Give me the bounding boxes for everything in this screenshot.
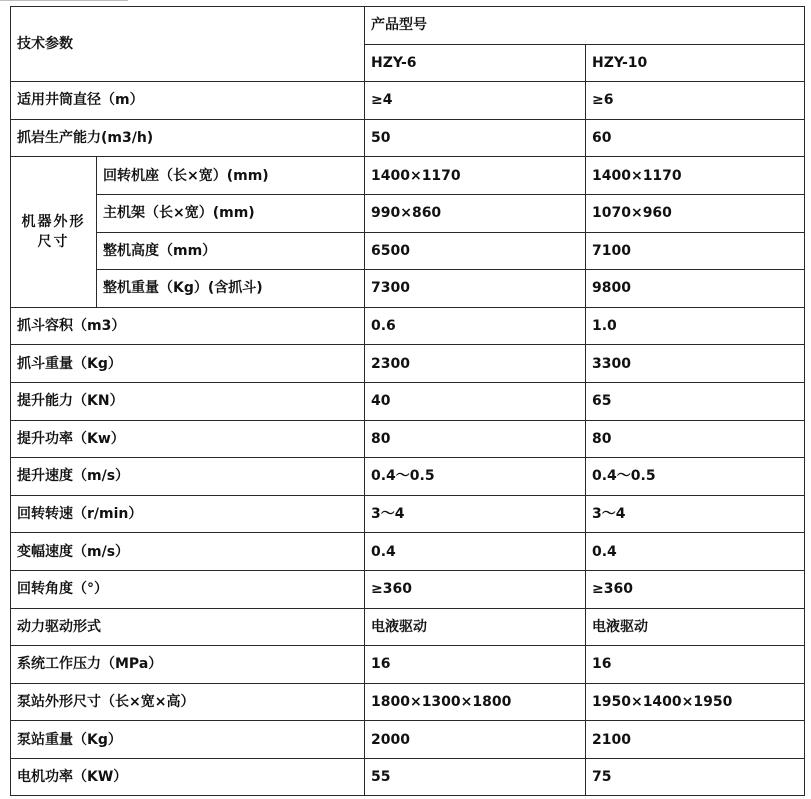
table-row xyxy=(11,608,805,646)
table-row xyxy=(11,345,805,383)
row-label: 整机重量（Kg）(含抓斗) xyxy=(97,270,365,308)
table-row xyxy=(11,307,805,345)
row-label: 提升速度（m/s） xyxy=(11,458,365,496)
table-row xyxy=(11,683,805,721)
row-label: 抓岩生产能力(m3/h) xyxy=(11,119,365,157)
params-header: 技术参数 xyxy=(11,7,365,82)
table-row xyxy=(11,157,805,195)
row-label: 提升功率（Kw） xyxy=(11,420,365,458)
row-value-hzy10: 1950×1400×1950 xyxy=(586,683,805,721)
row-value-hzy6: 0.6 xyxy=(365,307,586,345)
row-value-hzy10: 1070×960 xyxy=(586,194,805,232)
table-row xyxy=(11,758,805,796)
row-value-hzy6: 990×860 xyxy=(365,194,586,232)
row-label: 提升能力（KN） xyxy=(11,382,365,420)
row-label: 抓斗重量（Kg） xyxy=(11,345,365,383)
dimensions-group-label: 机器外形尺寸 xyxy=(11,157,97,307)
table-row xyxy=(11,646,805,684)
row-value-hzy10: ≥6 xyxy=(586,82,805,120)
row-value-hzy6: 0.4 xyxy=(365,533,586,571)
row-label: 抓斗容积（m3） xyxy=(11,307,365,345)
row-label: 动力驱动形式 xyxy=(11,608,365,646)
table-row xyxy=(11,382,805,420)
row-label: 回转机座（长×宽）(mm) xyxy=(97,157,365,195)
row-value-hzy6: ≥4 xyxy=(365,82,586,120)
row-label: 适用井筒直径（m） xyxy=(11,82,365,120)
table-row xyxy=(11,420,805,458)
row-value-hzy6: 3～4 xyxy=(365,495,586,533)
row-value-hzy10: 65 xyxy=(586,382,805,420)
row-value-hzy6: 2000 xyxy=(365,721,586,759)
table-row xyxy=(11,119,805,157)
table-row xyxy=(11,495,805,533)
row-value-hzy10: 3～4 xyxy=(586,495,805,533)
model-header: 产品型号 xyxy=(365,7,805,45)
row-label: 变幅速度（m/s） xyxy=(11,533,365,571)
table-row xyxy=(11,721,805,759)
row-value-hzy6: 2300 xyxy=(365,345,586,383)
row-value-hzy6: 50 xyxy=(365,119,586,157)
top-edge-mark xyxy=(0,0,128,4)
row-value-hzy10: 2100 xyxy=(586,721,805,759)
row-label: 电机功率（KW） xyxy=(11,758,365,796)
row-label: 整机高度（mm） xyxy=(97,232,365,270)
row-value-hzy6: 0.4～0.5 xyxy=(365,458,586,496)
row-label: 泵站外形尺寸（长×宽×高） xyxy=(11,683,365,721)
table-row xyxy=(11,270,805,308)
row-value-hzy10: 75 xyxy=(586,758,805,796)
table-row xyxy=(11,533,805,571)
row-value-hzy10: 1400×1170 xyxy=(586,157,805,195)
row-value-hzy6: 16 xyxy=(365,646,586,684)
row-value-hzy10: 80 xyxy=(586,420,805,458)
row-value-hzy6: 1400×1170 xyxy=(365,157,586,195)
row-value-hzy6: 电液驱动 xyxy=(365,608,586,646)
row-value-hzy6: 80 xyxy=(365,420,586,458)
row-value-hzy10: 9800 xyxy=(586,270,805,308)
row-value-hzy6: 40 xyxy=(365,382,586,420)
row-value-hzy6: 7300 xyxy=(365,270,586,308)
row-value-hzy6: 55 xyxy=(365,758,586,796)
table-row xyxy=(11,570,805,608)
model-name-2: HZY-10 xyxy=(586,44,805,82)
table-row xyxy=(11,194,805,232)
table-row xyxy=(11,458,805,496)
model-name-1: HZY-6 xyxy=(365,44,586,82)
row-value-hzy10: 电液驱动 xyxy=(586,608,805,646)
row-label: 系统工作压力（MPa） xyxy=(11,646,365,684)
header-row-1 xyxy=(11,7,805,45)
row-label: 回转转速（r/min） xyxy=(11,495,365,533)
row-value-hzy10: 1.0 xyxy=(586,307,805,345)
row-value-hzy10: 7100 xyxy=(586,232,805,270)
row-value-hzy6: ≥360 xyxy=(365,570,586,608)
row-value-hzy6: 6500 xyxy=(365,232,586,270)
row-value-hzy6: 1800×1300×1800 xyxy=(365,683,586,721)
row-value-hzy10: ≥360 xyxy=(586,570,805,608)
row-label: 回转角度（°） xyxy=(11,570,365,608)
spec-table xyxy=(10,6,805,796)
table-row xyxy=(11,232,805,270)
row-value-hzy10: 60 xyxy=(586,119,805,157)
table-row xyxy=(11,82,805,120)
row-value-hzy10: 0.4～0.5 xyxy=(586,458,805,496)
row-value-hzy10: 0.4 xyxy=(586,533,805,571)
row-label: 主机架（长×宽）(mm) xyxy=(97,194,365,232)
row-label: 泵站重量（Kg） xyxy=(11,721,365,759)
row-value-hzy10: 16 xyxy=(586,646,805,684)
row-value-hzy10: 3300 xyxy=(586,345,805,383)
